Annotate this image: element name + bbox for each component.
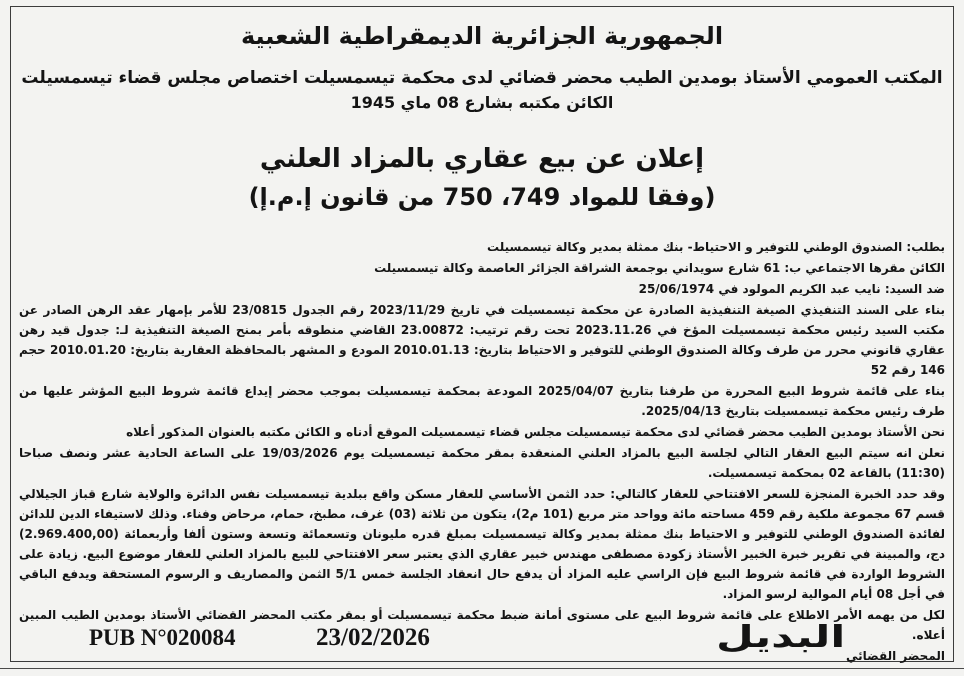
body-paragraph-bailiff: نحن الأستاذ بومدين الطيب محضر قضائي لدى محكمة تيسمسيلت مجلس قضاء تيسمسيلت الموقع أدناه و الكائن مكتبه بالعنوان المذكور أعلاه [126,425,945,439]
notice-subtitle: (وفقا للمواد 749، 750 من قانون إ.م.إ) [248,183,716,211]
bottom-rule [0,668,964,669]
body-paragraph-requester: بطلب: الصندوق الوطني للتوفير و الاحتياط- بنك ممثلة بمدير وكالة تيسمسيلت [487,240,945,254]
bailiff-signature: المحضر القضائي [845,649,945,663]
body-paragraph-enforcement-title: بناء على السند التنفيذي الصيغة التنفيذية الصادرة عن محكمة تيسمسيلت في تاريخ 2023/11/29 رقم الجدول 23/0815 للأمر بإمهار عقد الرهن الصادر عن مكتب السيد رئيس محكمة تيسمسيلت المؤخ في 2023.11.26 تحت رقم ترتيب: 23.00872 القاضي منطوقه بأمر بمنح الصيغة التنفيذية لـ: جدول قيد رهن عقاري قانوني محرر من طرف وكالة الصندوق الوطني للتوفير و الاحتياط بتاريخ: 2010.01.13 المودع و المشهر بالمحافظة العقارية بتاريخ: 2010.01.20 حجم 146 رقم 52 [19,303,946,377]
body-paragraph-property-price: وقد حدد الخبرة المنجزة للسعر الافتتاحي للعقار كالتالي: حدد الثمن الأساسي للعقار مسكن واقع ببلدية تيسمسيلت نفس الدائرة والولاية شارع قباز الجيلالي قسم 67 مجموعة ملكية رقم 459 مساحته مائة وواحد متر مربع (101 م2)، يتكون من ثلاثة (03) غرف، مطبخ، حمام، مرحاض وفناء. وذلك لاستيفاء الدين للدائن لفائدة الصندوق الوطني للتوفير و الاحتياط بنك ممثلة بمدير وكالة تيسمسيلت بمبلغ قدره مليونان وتسعمائة وتسعة وستون ألفا وأربعمائة (2.969.400,00) دج، والمبينة في تقرير خبرة الخبير الأستاذ زكودة مصطفى مهندس خبير عقاري الذي يعتبر سعر الافتتاحي للبيع بالمزاد العلني للعقار موضوع البيع. زيادة على الشروط الواردة في قائمة شروط البيع فإن الراسي عليه المزاد أن يدفع حال انعقاد الجلسة خمس 5/1 الثمن والمصاريف و الرسوم المستحقة ويدفع الباقي في أجل 08 أيام الموالية لرسو المزاد. [19,487,946,601]
body-paragraph-consultation: لكل من يهمه الأمر الاطلاع على قائمة شروط البيع على مستوى أمانة ضبط محكمة تيسمسيلت أو بمقر مكتب المحضر القضائي الأستاذ بومدين الطيب المبين أعلاه. [19,608,945,642]
publication-date: 23/02/2026 [316,624,430,651]
notice-title: إعلان عن بيع عقاري بالمزاد العلني [259,144,705,174]
republic-header: الجمهورية الجزائرية الديمقراطية الشعبية [240,22,724,50]
body-paragraph-conditions-list: بناء على قائمة شروط البيع المحررة من طرفنا بتاريخ 2025/04/07 المودعة بمحكمة تيسمسيلت بموجب محضر إيداع قائمة شروط البيع المؤشر عليها من طرف رئيس محكمة تيسمسيلت بتاريخ 2025/04/13. [19,384,945,418]
notice-body [19,237,945,667]
notice-frame [10,6,954,662]
newspaper-name: البديل [716,620,846,655]
pub-number: PUB N°020084 [89,625,236,650]
bailiff-office-line: المكتب العمومي الأستاذ بومدين الطيب محضر قضائي لدى محكمة تيسمسيلت اختصاص مجلس قضاء تيسمسيلت [21,68,943,88]
office-address-line: الكائن مكتبه بشارع 08 ماي 1945 [350,93,614,112]
body-paragraph-requester-address: الكائن مقرها الاجتماعي ب: 61 شارع سويداني بوجمعة الشراقة الجزائر العاصمة وكالة تيسمسيلت [374,261,945,275]
body-paragraph-auction-date: نعلن انه سيتم البيع العقار التالي لجلسة البيع بالمزاد العلني المنعقدة بمقر محكمة تيسمسيلت يوم 19/03/2026 على الساعة الحادية عشر ونصف صباحا (11:30) بالقاعة 02 بمحكمة تيسمسيلت. [19,446,945,480]
body-paragraph-defendant: ضد السيد: نايب عبد الكريم المولود في 25/06/1974 [638,282,945,296]
